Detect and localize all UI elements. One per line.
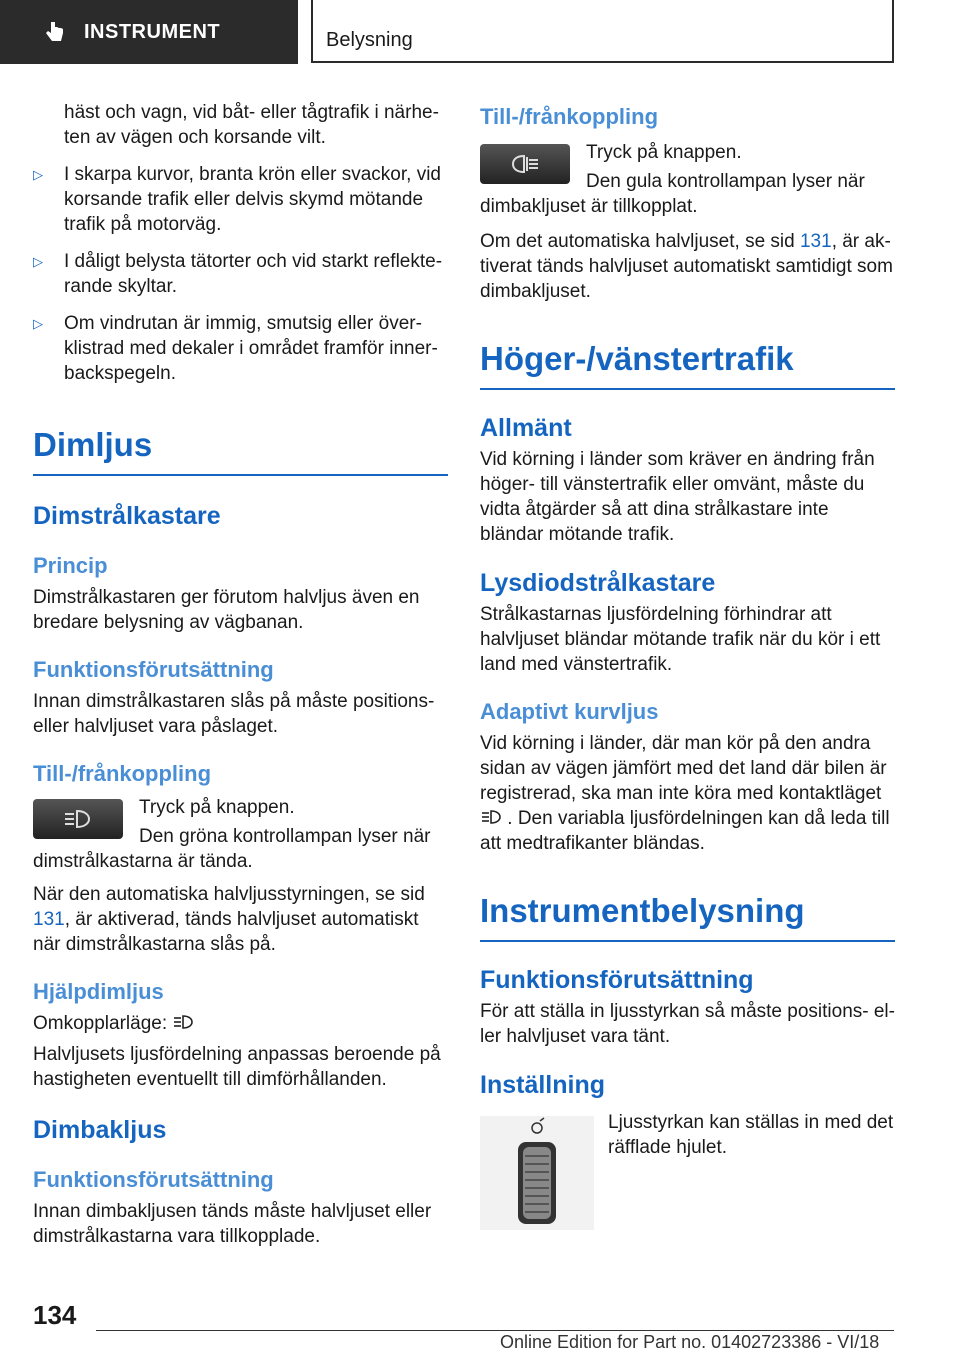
fog-switch-position-icon: [480, 808, 502, 826]
list-item: ▷ I dåligt belysta tätorter och vid starkt reflekterande skyltar.: [33, 249, 448, 299]
heading-dimljus: Dimljus: [33, 426, 448, 476]
paragraph-tryck: Tryck på knappen.: [139, 797, 295, 818]
text: Vid körning i länder, där man kör på den andra sidan av vägen jämfört med det land där bilen är registrerad, ska man inte köra med kontaktläget: [480, 733, 887, 804]
paragraph-funktionsforutsattning: Innan dimstrålkastaren slås på måste positionseller halvljuset vara påslaget.: [33, 691, 435, 737]
paragraph-omkopplarlage: [33, 1011, 448, 1036]
paragraph-funktionsforutsattning-3: För att ställa in ljusstyrkan så måste positions- eller halvljuset vara tänt.: [480, 1001, 895, 1047]
section-tab: [0, 0, 298, 64]
heading-hjalpdimljus: Hjälpdimljus: [33, 979, 164, 1004]
fog-light-button-image: [33, 799, 123, 839]
rear-fog-button-image: [480, 144, 570, 184]
front-fog-light-icon: [63, 808, 93, 830]
rear-fog-light-icon: [510, 153, 540, 175]
heading-hoger-vanstertrafik: Höger-/vänstertrafik: [480, 340, 895, 390]
heading-dimstralkastare: Dimstrålkastare: [33, 502, 221, 530]
page-title: Belysning: [326, 29, 413, 51]
text: När den automatiska halvljusstyrningen, se sid: [33, 884, 425, 905]
heading-funktionsforutsattning: Funktionsförutsättning: [33, 657, 274, 682]
heading-till-frankoppling: Till-/frånkoppling: [33, 761, 212, 786]
paragraph-allmant: Vid körning i länder som kräver en ändring från höger- till vänstertrafik eller omvänt, måste du vidta åtgärder så att dina strålkastare inte bländar mötande trafik.: [480, 449, 875, 545]
fog-light-block: [33, 795, 448, 874]
paragraph-funktionsforutsattning-2: Innan dimbakljusen tänds måste halvljuset eller dimstrålkastarna vara tillkopplade.: [33, 1201, 432, 1247]
heading-dimbakljus: Dimbakljus: [33, 1116, 167, 1144]
heading-funktionsforutsattning-3: Funktionsförutsättning: [480, 966, 754, 994]
heading-princip: Princip: [33, 553, 108, 578]
text: , är aktiverad, tänds halvljuset automatiskt när dimstrålkastarna slås på.: [33, 909, 419, 955]
heading-lysdiodstralkastare: Lysdiodstrålkastare: [480, 569, 716, 597]
footer-divider: [96, 1330, 894, 1331]
continued-paragraph: häst och vagn, vid båt- eller tågtrafik i närheten av vägen och korsande vilt.: [64, 102, 439, 148]
page-link[interactable]: 131: [33, 909, 65, 930]
dimmer-wheel-icon: [480, 1116, 594, 1230]
section-label: INSTRUMENT: [84, 20, 221, 43]
page-title-box: [311, 0, 894, 63]
heading-adaptivt-kurvljus: Adaptivt kurvljus: [480, 699, 659, 724]
paragraph-tryck-2: Tryck på knappen.: [586, 142, 742, 163]
footer-edition: Online Edition for Part no. 01402723386 - VI/18: [500, 1332, 880, 1352]
text: Om det automatiska halvljuset, se sid: [480, 231, 800, 252]
rear-fog-block: [480, 140, 895, 219]
paragraph-halvljus: Halvljusets ljusfördelning anpassas beroende på hastigheten eventuellt till dimförhållanden.: [33, 1044, 441, 1090]
dimmer-wheel-image: [480, 1116, 594, 1230]
text: . Den variabla ljusfördelningen kan då leda till att medtrafikanter bländas.: [480, 808, 890, 854]
text: Omkopplarläge:: [33, 1013, 168, 1034]
page-link[interactable]: 131: [799, 231, 832, 252]
paragraph-gron-lampa: Den gröna kontrollampan lyser när dimstrålkastarna är tända.: [33, 826, 431, 872]
hand-pointer-icon: [42, 20, 66, 44]
heading-till-frankoppling-2: Till-/frånkoppling: [480, 104, 659, 129]
list-item: ▷ Om vindrutan är immig, smutsig eller överklistrad med dekaler i området framför innerbackspegeln.: [33, 311, 448, 386]
text: , är aktiverat tänds halvljuset automatiskt samtidigt som dimbakljuset.: [480, 231, 893, 302]
paragraph-om-automatiska: [480, 229, 895, 304]
paragraph-installning: Ljusstyrkan kan ställas in med det räfflade hjulet.: [608, 1112, 894, 1158]
heading-allmant: Allmänt: [480, 414, 572, 442]
paragraph-adaptiv: [480, 731, 895, 856]
heading-instrumentbelysning: Instrumentbelysning: [480, 892, 895, 942]
dimmer-block: [480, 1110, 895, 1236]
heading-installning: Inställning: [480, 1071, 605, 1099]
left-column: [33, 100, 448, 1249]
heading-funktionsforutsattning-2: Funktionsförutsättning: [33, 1167, 274, 1192]
fog-switch-position-icon: [172, 1013, 194, 1031]
page-number: 134: [33, 1300, 77, 1330]
right-column: [480, 104, 895, 1236]
list-item: ▷ I skarpa kurvor, branta krön eller svackor, vid korsande trafik eller delvis skymd mötande trafik på motorväg.: [33, 162, 448, 237]
paragraph-automatisk: [33, 882, 448, 957]
paragraph-lysdiod: Strålkastarnas ljusfördelning förhindrar att halvljuset bländar mötande trafik när du kör i ett land med vänstertrafik.: [480, 604, 881, 675]
paragraph-princip: Dimstrålkastaren ger förutom halvljus även en bredare belysning av vägbanan.: [33, 587, 420, 633]
paragraph-gul-lampa: Den gula kontrollampan lyser när dimbakljuset är tillkopplat.: [480, 171, 865, 217]
